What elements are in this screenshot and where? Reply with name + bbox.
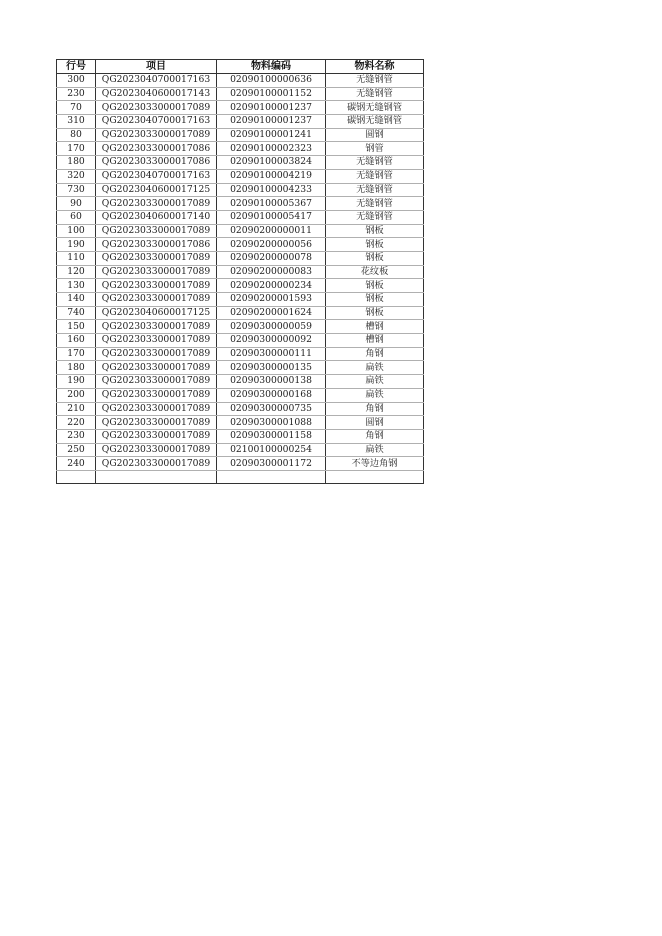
cell-material-code[interactable]: 02090200000078 [217, 251, 326, 265]
cell-line-no[interactable]: 90 [57, 197, 96, 211]
cell-project[interactable]: QG2023033000017089 [96, 320, 217, 334]
cell-material-name[interactable]: 无缝钢管 [326, 183, 424, 197]
header-line-no: 行号 [57, 60, 96, 74]
table-row [57, 402, 424, 416]
header-material-code: 物料编码 [217, 60, 326, 74]
cell-material-code[interactable]: 02090300000138 [217, 375, 326, 389]
cell-project[interactable]: QG2023040600017140 [96, 210, 217, 224]
cell-material-name[interactable]: 钢板 [326, 306, 424, 320]
cell-project[interactable]: QG2023033000017089 [96, 361, 217, 375]
cell-project[interactable]: QG2023033000017089 [96, 293, 217, 307]
table-row [57, 115, 424, 129]
cell-material-name[interactable] [326, 470, 424, 483]
table-row [57, 416, 424, 430]
cell-material-code[interactable]: 02090300001158 [217, 429, 326, 443]
table-row [57, 101, 424, 115]
cell-material-name[interactable]: 角钢 [326, 347, 424, 361]
cell-material-name[interactable]: 扁铁 [326, 443, 424, 457]
table-row [57, 457, 424, 471]
table-row [57, 320, 424, 334]
cell-material-code[interactable]: 02090100002323 [217, 142, 326, 156]
cell-material-name[interactable]: 不等边角钢 [326, 457, 424, 471]
table-row [57, 87, 424, 101]
cell-line-no[interactable]: 740 [57, 306, 96, 320]
cell-project[interactable]: QG2023033000017089 [96, 388, 217, 402]
cell-project[interactable]: QG2023033000017089 [96, 334, 217, 348]
table-row [57, 388, 424, 402]
cell-material-code[interactable]: 02090100004219 [217, 169, 326, 183]
cell-material-name[interactable]: 钢板 [326, 251, 424, 265]
table-row [57, 334, 424, 348]
cell-line-no[interactable]: 220 [57, 416, 96, 430]
cell-project[interactable]: QG2023033000017089 [96, 457, 217, 471]
cell-material-name[interactable]: 花纹板 [326, 265, 424, 279]
table-row [57, 210, 424, 224]
table-row [57, 74, 424, 88]
cell-material-name[interactable]: 无缝钢管 [326, 210, 424, 224]
cell-material-name[interactable]: 钢板 [326, 238, 424, 252]
cell-material-code[interactable]: 02090200001624 [217, 306, 326, 320]
cell-line-no[interactable]: 170 [57, 142, 96, 156]
cell-material-name[interactable]: 角钢 [326, 429, 424, 443]
cell-material-code[interactable]: 02090100000636 [217, 74, 326, 88]
cell-material-code[interactable]: 02090300000735 [217, 402, 326, 416]
cell-material-name[interactable]: 圆钢 [326, 416, 424, 430]
cell-line-no[interactable]: 240 [57, 457, 96, 471]
cell-material-code[interactable]: 02090100001237 [217, 115, 326, 129]
cell-project[interactable]: QG2023033000017089 [96, 128, 217, 142]
cell-material-name[interactable]: 无缝钢管 [326, 74, 424, 88]
cell-line-no[interactable]: 120 [57, 265, 96, 279]
cell-material-code[interactable]: 02090200000083 [217, 265, 326, 279]
cell-project[interactable] [96, 470, 217, 483]
cell-material-code[interactable]: 02090300000111 [217, 347, 326, 361]
cell-material-name[interactable]: 扁铁 [326, 388, 424, 402]
cell-project[interactable]: QG2023033000017086 [96, 238, 217, 252]
cell-material-name[interactable]: 钢管 [326, 142, 424, 156]
table-body [57, 74, 424, 484]
table-row [57, 470, 424, 483]
cell-material-name[interactable]: 碳钢无缝钢管 [326, 115, 424, 129]
cell-material-code[interactable]: 02090300001088 [217, 416, 326, 430]
cell-material-code[interactable]: 02090300001172 [217, 457, 326, 471]
cell-project[interactable]: QG2023040600017125 [96, 306, 217, 320]
table-row [57, 238, 424, 252]
cell-material-code[interactable]: 02090300000168 [217, 388, 326, 402]
cell-material-name[interactable]: 钢板 [326, 224, 424, 238]
cell-project[interactable]: QG2023033000017089 [96, 429, 217, 443]
cell-project[interactable]: QG2023033000017089 [96, 101, 217, 115]
table-row [57, 224, 424, 238]
cell-project[interactable]: QG2023040700017163 [96, 74, 217, 88]
table-row [57, 128, 424, 142]
table-row [57, 156, 424, 170]
cell-project[interactable]: QG2023040700017163 [96, 169, 217, 183]
cell-material-name[interactable]: 无缝钢管 [326, 169, 424, 183]
cell-material-code[interactable]: 02090100003824 [217, 156, 326, 170]
cell-project[interactable]: QG2023033000017089 [96, 347, 217, 361]
table-row [57, 429, 424, 443]
cell-line-no[interactable]: 230 [57, 429, 96, 443]
cell-material-code[interactable]: 02090100001237 [217, 101, 326, 115]
header-material-name: 物料名称 [326, 60, 424, 74]
cell-material-name[interactable]: 无缝钢管 [326, 156, 424, 170]
cell-material-name[interactable]: 钢板 [326, 293, 424, 307]
cell-line-no[interactable]: 190 [57, 375, 96, 389]
cell-line-no[interactable]: 140 [57, 293, 96, 307]
table-row [57, 265, 424, 279]
header-project: 项目 [96, 60, 217, 74]
table-row [57, 443, 424, 457]
cell-material-code[interactable]: 02090300000135 [217, 361, 326, 375]
cell-material-name[interactable]: 钢板 [326, 279, 424, 293]
cell-material-name[interactable]: 扁铁 [326, 375, 424, 389]
cell-material-code[interactable]: 02090100001241 [217, 128, 326, 142]
table-row [57, 197, 424, 211]
cell-line-no[interactable] [57, 470, 96, 483]
cell-line-no[interactable]: 160 [57, 334, 96, 348]
cell-line-no[interactable]: 310 [57, 115, 96, 129]
cell-line-no[interactable]: 300 [57, 74, 96, 88]
table-row [57, 375, 424, 389]
cell-material-name[interactable]: 无缝钢管 [326, 197, 424, 211]
cell-material-code[interactable]: 02090200000234 [217, 279, 326, 293]
cell-line-no[interactable]: 70 [57, 101, 96, 115]
cell-line-no[interactable]: 180 [57, 361, 96, 375]
cell-material-code[interactable]: 02090200001593 [217, 293, 326, 307]
table-row [57, 183, 424, 197]
cell-material-code[interactable]: 02090100005367 [217, 197, 326, 211]
cell-project[interactable]: QG2023033000017086 [96, 156, 217, 170]
cell-material-name[interactable]: 槽钢 [326, 334, 424, 348]
cell-project[interactable]: QG2023033000017089 [96, 402, 217, 416]
cell-material-code[interactable]: 02090100005417 [217, 210, 326, 224]
cell-material-code[interactable]: 02090300000059 [217, 320, 326, 334]
cell-project[interactable]: QG2023033000017089 [96, 279, 217, 293]
material-table [56, 59, 424, 484]
cell-material-name[interactable]: 无缝钢管 [326, 87, 424, 101]
cell-material-code[interactable]: 02090100004233 [217, 183, 326, 197]
cell-project[interactable]: QG2023040700017163 [96, 115, 217, 129]
cell-material-code[interactable]: 02090200000056 [217, 238, 326, 252]
cell-material-name[interactable]: 扁铁 [326, 361, 424, 375]
cell-material-code[interactable] [217, 470, 326, 483]
table-row [57, 169, 424, 183]
cell-line-no[interactable]: 190 [57, 238, 96, 252]
cell-material-name[interactable]: 角钢 [326, 402, 424, 416]
cell-line-no[interactable]: 230 [57, 87, 96, 101]
cell-line-no[interactable]: 110 [57, 251, 96, 265]
cell-material-code[interactable]: 02090300000092 [217, 334, 326, 348]
cell-line-no[interactable]: 60 [57, 210, 96, 224]
cell-project[interactable]: QG2023033000017086 [96, 142, 217, 156]
cell-material-code[interactable]: 02100100000254 [217, 443, 326, 457]
table-row [57, 251, 424, 265]
cell-project[interactable]: QG2023033000017089 [96, 197, 217, 211]
cell-line-no[interactable]: 80 [57, 128, 96, 142]
cell-material-name[interactable]: 碳钢无缝钢管 [326, 101, 424, 115]
cell-project[interactable]: QG2023033000017089 [96, 416, 217, 430]
cell-material-code[interactable]: 02090200000011 [217, 224, 326, 238]
cell-project[interactable]: QG2023040600017143 [96, 87, 217, 101]
cell-line-no[interactable]: 130 [57, 279, 96, 293]
table-row [57, 361, 424, 375]
cell-line-no[interactable]: 100 [57, 224, 96, 238]
cell-line-no[interactable]: 180 [57, 156, 96, 170]
cell-line-no[interactable]: 150 [57, 320, 96, 334]
cell-line-no[interactable]: 320 [57, 169, 96, 183]
cell-project[interactable]: QG2023040600017125 [96, 183, 217, 197]
cell-project[interactable]: QG2023033000017089 [96, 265, 217, 279]
table-row [57, 142, 424, 156]
cell-line-no[interactable]: 250 [57, 443, 96, 457]
table-row [57, 306, 424, 320]
cell-line-no[interactable]: 200 [57, 388, 96, 402]
cell-line-no[interactable]: 210 [57, 402, 96, 416]
cell-project[interactable]: QG2023033000017089 [96, 251, 217, 265]
cell-project[interactable]: QG2023033000017089 [96, 443, 217, 457]
cell-line-no[interactable]: 170 [57, 347, 96, 361]
table-row [57, 293, 424, 307]
cell-material-code[interactable]: 02090100001152 [217, 87, 326, 101]
cell-project[interactable]: QG2023033000017089 [96, 375, 217, 389]
table-row [57, 279, 424, 293]
cell-material-name[interactable]: 圆钢 [326, 128, 424, 142]
cell-line-no[interactable]: 730 [57, 183, 96, 197]
cell-material-name[interactable]: 槽钢 [326, 320, 424, 334]
cell-project[interactable]: QG2023033000017089 [96, 224, 217, 238]
header-row [57, 60, 424, 74]
table-row [57, 347, 424, 361]
